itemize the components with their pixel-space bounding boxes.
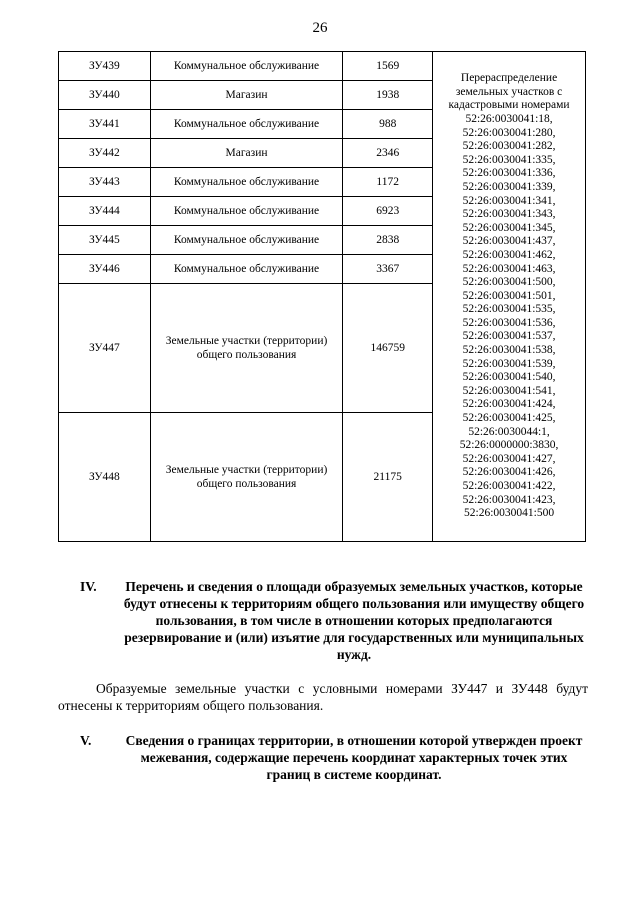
cell-id: ЗУ441 [59, 110, 151, 139]
note-line: 52:26:0030041:463, [462, 262, 556, 275]
note-line: 52:26:0030041:426, [462, 466, 556, 479]
note-line: 52:26:0030041:540, [462, 371, 556, 384]
note-line: 52:26:0030041:424, [462, 398, 556, 411]
note-line: кадастровыми номерами [448, 99, 570, 112]
cell-use: Коммунальное обслуживание [150, 110, 343, 139]
section-iv-number: IV. [80, 579, 97, 594]
cell-area: 3367 [343, 255, 433, 284]
cell-area: 2838 [343, 226, 433, 255]
cell-use: Коммунальное обслуживание [150, 255, 343, 284]
note-line: 52:26:0030041:345, [462, 221, 556, 234]
note-line: 52:26:0030041:335, [462, 153, 556, 166]
section-iv-heading [80, 578, 590, 663]
cell-area: 1938 [343, 81, 433, 110]
section-v-heading [80, 732, 590, 783]
cell-area: 988 [343, 110, 433, 139]
cell-id: ЗУ445 [59, 226, 151, 255]
cell-area: 21175 [343, 413, 433, 542]
note-line: 52:26:0030041:18, [465, 112, 553, 125]
note-line: 52:26:0030041:537, [462, 330, 556, 343]
table-row [59, 52, 586, 81]
cell-note [433, 52, 586, 542]
note-line: 52:26:0030041:343, [462, 208, 556, 221]
note-line: 52:26:0030041:425, [462, 412, 556, 425]
cell-use: Коммунальное обслуживание [150, 197, 343, 226]
note-line: земельных участков с [455, 85, 563, 98]
cell-use: Магазин [150, 81, 343, 110]
note-line: 52:26:0000000:3830, [459, 439, 559, 452]
note-line: 52:26:0030041:422, [462, 480, 556, 493]
cell-use: Коммунальное обслуживание [150, 168, 343, 197]
cell-area: 2346 [343, 139, 433, 168]
cell-area: 6923 [343, 197, 433, 226]
land-plots-table [58, 51, 586, 542]
cell-use: Коммунальное обслуживание [150, 226, 343, 255]
note-line: 52:26:0030041:541, [462, 384, 556, 397]
note-line: 52:26:0030041:539, [462, 357, 556, 370]
cell-id: ЗУ442 [59, 139, 151, 168]
note-line: 52:26:0030041:339, [462, 180, 556, 193]
body-paragraph [58, 680, 588, 714]
cell-id: ЗУ448 [59, 413, 151, 542]
note-line: 52:26:0030041:427, [462, 452, 556, 465]
note-line: 52:26:0030041:536, [462, 316, 556, 329]
cell-area: 1569 [343, 52, 433, 81]
note-line: 52:26:0030041:423, [462, 493, 556, 506]
cell-use: Земельные участки (территории) общего пользования [150, 413, 343, 542]
section-iv-title: Перечень и сведения о площади образуемых земельных участков, которые будут отнесены к территориям общего пользования или имуществу общего пользования, в том числе в отношении которых предполагаются резервирование и (или) изъятие для государственных или муниципальных нужд. [123, 579, 585, 662]
section-v-title: Сведения о границах территории, в отношении которой утвержден проект межевания, содержащие перечень координат характерных точек этих границ в системе координат. [125, 733, 583, 782]
note-line: 52:26:0030041:535, [462, 303, 556, 316]
note-line: 52:26:0030044:1, [468, 425, 550, 438]
cell-use: Магазин [150, 139, 343, 168]
cell-area: 1172 [343, 168, 433, 197]
note-line: 52:26:0030041:341, [462, 194, 556, 207]
cell-area: 146759 [343, 284, 433, 413]
note-line: 52:26:0030041:336, [462, 167, 556, 180]
note-line: 52:26:0030041:282, [462, 140, 556, 153]
cell-use: Земельные участки (территории) общего пользования [150, 284, 343, 413]
cell-id: ЗУ440 [59, 81, 151, 110]
section-v-number: V. [80, 733, 92, 748]
note-line: Перераспределение [460, 72, 558, 85]
cell-id: ЗУ439 [59, 52, 151, 81]
cell-id: ЗУ447 [59, 284, 151, 413]
page-number: 26 [312, 20, 328, 36]
note-line: 52:26:0030041:280, [462, 126, 556, 139]
note-line: 52:26:0030041:462, [462, 248, 556, 261]
cell-id: ЗУ446 [59, 255, 151, 284]
note-line: 52:26:0030041:500 [464, 507, 555, 520]
cell-id: ЗУ443 [59, 168, 151, 197]
cell-use: Коммунальное обслуживание [150, 52, 343, 81]
note-line: 52:26:0030041:538, [462, 344, 556, 357]
note-line: 52:26:0030041:437, [462, 235, 556, 248]
cell-id: ЗУ444 [59, 197, 151, 226]
note-line: 52:26:0030041:501, [462, 289, 556, 302]
paragraph-text: Образуемые земельные участки с условными номерами ЗУ447 и ЗУ448 будут отнесены к территориям общего пользования. [58, 681, 588, 713]
note-line: 52:26:0030041:500, [462, 276, 556, 289]
